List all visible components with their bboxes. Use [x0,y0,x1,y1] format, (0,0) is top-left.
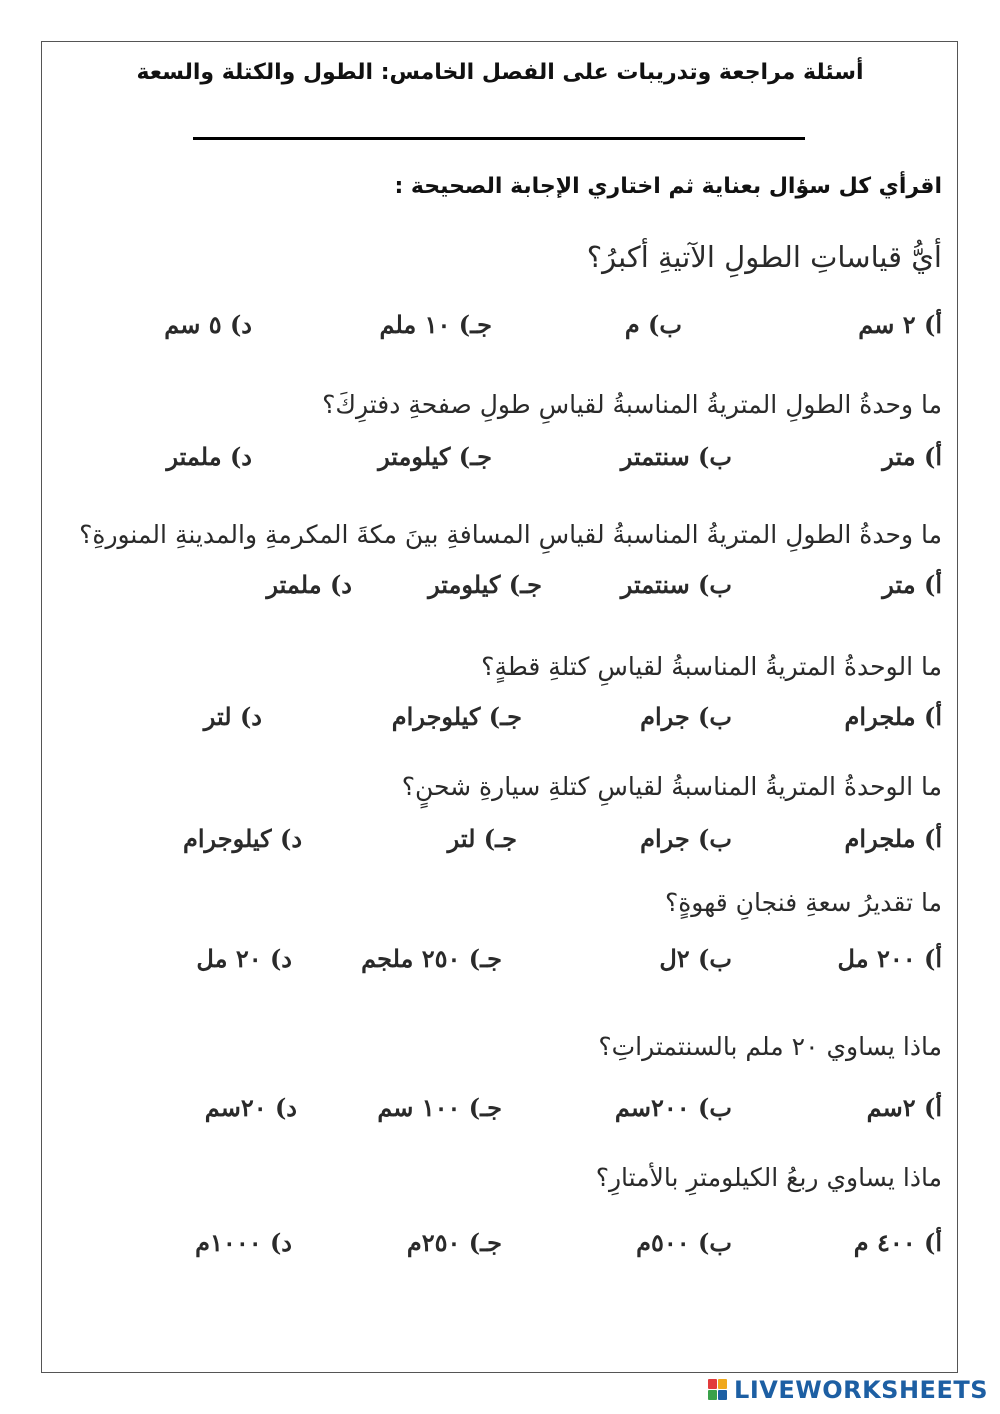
option-a[interactable]: أ) ٢سم [866,1093,942,1122]
question-3-options [60,570,942,610]
option-d[interactable]: د) ١٠٠٠م [195,1228,292,1257]
question-5-options [60,824,942,864]
logo-text: LIVEWORKSHEETS [734,1376,988,1404]
option-d[interactable]: د) لتر [203,702,262,731]
question-6-text: ما تقديرُ سعةِ فنجانِ قهوةٍ؟ [664,888,942,917]
question-8-options [60,1228,942,1268]
option-c[interactable]: جـ) ١٠ ملم [379,310,492,339]
question-1-options [60,310,942,350]
option-c[interactable]: جـ) ٢٥٠م [406,1228,502,1257]
option-b[interactable]: ب) جرام [640,824,732,853]
option-c[interactable]: جـ) كيلومتر [428,570,542,599]
option-a[interactable]: أ) متر [882,442,942,471]
liveworksheets-logo-icon [708,1379,728,1401]
option-c[interactable]: جـ) كيلوجرام [391,702,522,731]
option-b[interactable]: ب) سنتمتر [620,442,732,471]
liveworksheets-logo[interactable] [708,1373,988,1407]
option-a[interactable]: أ) ٢ سم [858,310,942,339]
option-d[interactable]: د) ملمتر [266,570,352,599]
option-a[interactable]: أ) ٢٠٠ مل [837,944,942,973]
option-a[interactable]: أ) ملجرام [844,824,942,853]
question-1-text: أيُّ قياساتِ الطولِ الآتيةِ أكبرُ؟ [586,240,942,274]
question-8-text: ماذا يساوي ربعُ الكيلومترِ بالأمتارِ؟ [595,1163,942,1192]
question-5-text: ما الوحدةُ المتريةُ المناسبةُ لقياسِ كتلةِ سيارةِ شحنٍ؟ [401,772,942,801]
option-d[interactable]: د) ٥ سم [164,310,252,339]
question-3-text: ما وحدةُ الطولِ المتريةُ المناسبةُ لقياسِ المسافةِ بينَ مكةَ المكرمةِ والمدينةِ المنورةِ؟ [79,520,942,549]
option-a[interactable]: أ) متر [882,570,942,599]
option-a[interactable]: أ) ملجرام [844,702,942,731]
option-c[interactable]: جـ) كيلومتر [378,442,492,471]
question-4-text: ما الوحدةُ المتريةُ المناسبةُ لقياسِ كتلةِ قطةٍ؟ [481,652,942,681]
question-2-options [60,442,942,482]
option-d[interactable]: د) ٢٠سم [204,1093,297,1122]
option-a[interactable]: أ) ٤٠٠ م [853,1228,942,1257]
option-c[interactable]: جـ) ٢٥٠ ملجم [361,944,502,973]
instruction-text: اقرأي كل سؤال بعناية ثم اختاري الإجابة الصحيحة : [394,174,942,199]
option-d[interactable]: د) ٢٠ مل [196,944,292,973]
option-c[interactable]: جـ) ١٠٠ سم [377,1093,502,1122]
question-7-text: ماذا يساوي ٢٠ ملم بالسنتمتراتِ؟ [598,1032,942,1061]
title-divider [193,137,805,140]
option-b[interactable]: ب) ٢٠٠سم [614,1093,732,1122]
question-7-options [60,1093,942,1133]
option-d[interactable]: د) ملمتر [166,442,252,471]
question-6-options [60,944,942,984]
option-c[interactable]: جـ) لتر [447,824,517,853]
worksheet-title: أسئلة مراجعة وتدريبات على الفصل الخامس: الطول والكتلة والسعة [136,60,864,85]
option-b[interactable]: ب) م [624,310,682,339]
option-b[interactable]: ب) جرام [640,702,732,731]
question-4-options [60,702,942,742]
option-d[interactable]: د) كيلوجرام [182,824,302,853]
option-b[interactable]: ب) ٥٠٠م [636,1228,732,1257]
option-b[interactable]: ب) ٢ل [659,944,732,973]
option-b[interactable]: ب) سنتمتر [620,570,732,599]
question-2-text: ما وحدةُ الطولِ المتريةُ المناسبةُ لقياسِ طولِ صفحةِ دفترِكَ؟ [322,390,942,419]
